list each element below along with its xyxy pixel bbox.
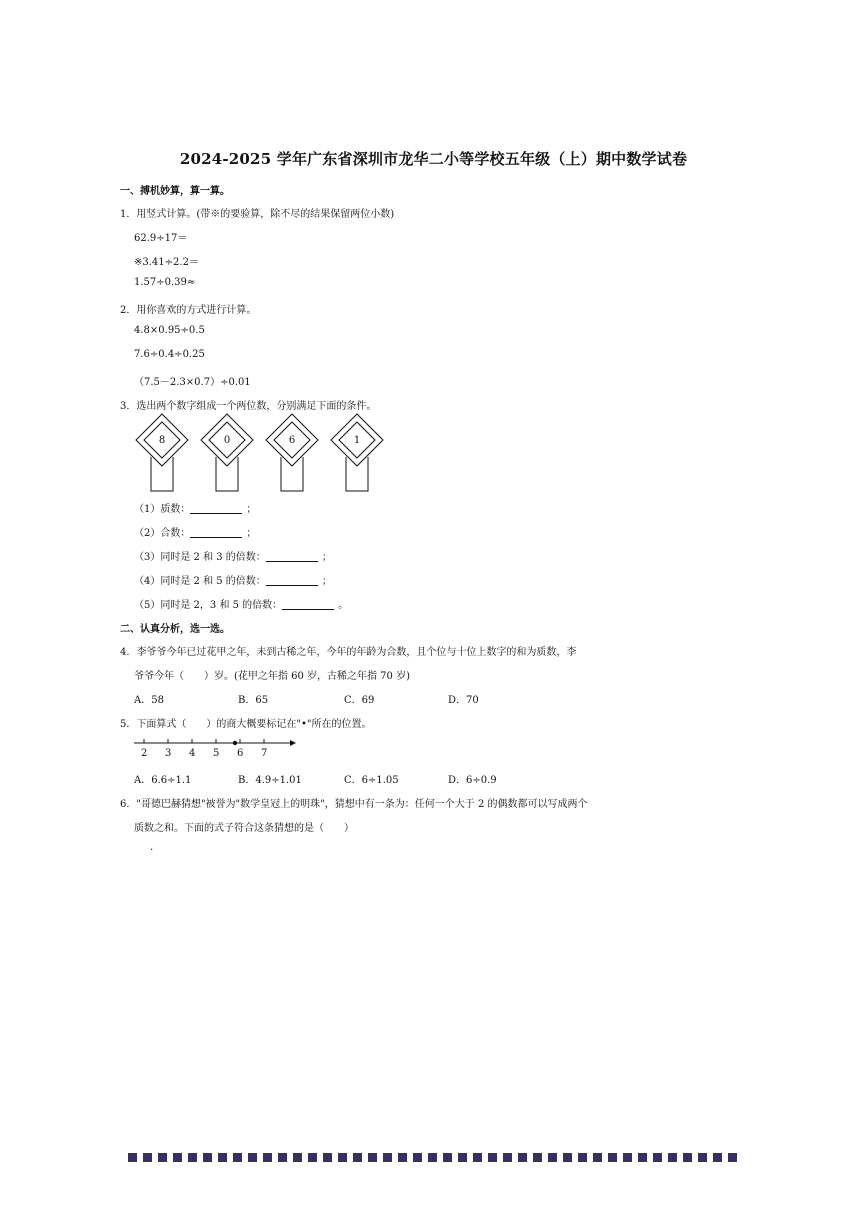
question-1-item: 1.57÷0.39≈ <box>134 277 196 288</box>
section-2-heading: 二、认真分析，选一选。 <box>120 624 230 635</box>
section-1-heading: 一、搏机妙算，算一算。 <box>120 186 230 197</box>
diamond-card-icon <box>329 412 385 492</box>
part-end: ； <box>321 576 332 587</box>
digit-card-number: 8 <box>158 435 166 446</box>
question-2-item: 4.8×0.95÷0.5 <box>134 325 205 336</box>
option-b[interactable]: B．4.9÷1.01 <box>238 775 302 786</box>
digit-card <box>264 412 320 492</box>
question-3-part <box>134 524 256 539</box>
part-label: （5）同时是 2，3 和 5 的倍数： <box>134 600 283 611</box>
option-c[interactable]: C．69 <box>344 695 375 706</box>
exam-title: 2024-2025 学年广东省深圳市龙华二小等学校五年级（上）期中数学试卷 <box>179 150 688 168</box>
question-4-line-1: 4．李爷爷今年已过花甲之年，未到古稀之年，今年的年龄为合数，且个位与十位上数字的和为质数，李 <box>120 647 577 658</box>
part-label: （2）合数： <box>134 528 191 539</box>
question-3-part <box>134 572 332 587</box>
option-c[interactable]: C．6÷1.05 <box>344 775 399 786</box>
part-label: （4）同时是 2 和 5 的倍数： <box>134 576 266 587</box>
number-line-label: 3 <box>165 748 172 759</box>
option-b[interactable]: B．65 <box>238 695 269 706</box>
part-end: ； <box>246 528 257 539</box>
question-1-item: 62.9÷17＝ <box>134 233 188 244</box>
footer-decoration <box>128 1153 748 1165</box>
digit-card-number: 6 <box>288 435 296 446</box>
part-end: ； <box>321 552 332 563</box>
question-4-line-2: 爷爷今年（ ）岁。(花甲之年指 60 岁，古稀之年指 70 岁) <box>134 671 410 682</box>
part-label: （1）质数： <box>134 504 191 515</box>
question-6-line-1: 6．"哥德巴赫猜想"被誉为"数学皇冠上的明珠"，猜想中有一条为：任何一个大于 2 的偶数都可以写成两个 <box>120 799 588 810</box>
question-2-stem: 2．用你喜欢的方式进行计算。 <box>120 305 257 316</box>
option-d[interactable]: D．70 <box>448 695 479 706</box>
number-line-label: 7 <box>261 748 268 759</box>
part-end: ； <box>246 504 257 515</box>
question-3-stem: 3．选出两个数字组成一个两位数，分别满足下面的条件。 <box>120 401 377 412</box>
question-3-part <box>134 548 332 563</box>
diamond-card-icon <box>264 412 320 492</box>
question-6-line-2: 质数之和。下面的式子符合这条猜想的是（ ） <box>134 823 354 834</box>
diamond-card-icon <box>134 412 190 492</box>
option-d[interactable]: D．6÷0.9 <box>448 775 497 786</box>
number-line-label: 6 <box>237 748 244 759</box>
question-2-item: 7.6÷0.4÷0.25 <box>134 349 205 360</box>
answer-blank[interactable] <box>190 527 242 538</box>
question-1-item: ※3.41÷2.2＝ <box>134 257 199 268</box>
answer-blank[interactable] <box>266 575 318 586</box>
question-3-part <box>134 500 256 515</box>
option-a[interactable]: A．58 <box>134 695 164 706</box>
stray-mark: . <box>150 842 154 853</box>
question-1-stem: 1．用竖式计算。(带※的要验算，除不尽的结果保留两位小数) <box>120 209 395 220</box>
digit-card-number: 1 <box>353 435 361 446</box>
question-2-item: （7.5－2.3×0.7）÷0.01 <box>134 377 251 388</box>
number-line-label: 4 <box>189 748 196 759</box>
answer-blank[interactable] <box>282 599 334 610</box>
option-a[interactable]: A．6.6÷1.1 <box>134 775 192 786</box>
question-5-stem: 5．下面算式（ ）的商大概要标记在"•"所在的位置。 <box>120 719 372 730</box>
digit-card <box>329 412 385 492</box>
digit-card <box>199 412 255 492</box>
answer-blank[interactable] <box>266 551 318 562</box>
part-label: （3）同时是 2 和 3 的倍数： <box>134 552 266 563</box>
digit-card <box>134 412 190 492</box>
number-line-label: 2 <box>141 748 148 759</box>
digit-card-number: 0 <box>223 435 231 446</box>
number-line-dot <box>233 741 237 745</box>
diamond-card-icon <box>199 412 255 492</box>
question-3-part <box>134 596 348 611</box>
answer-blank[interactable] <box>190 503 242 514</box>
number-line-label: 5 <box>213 748 220 759</box>
part-end: 。 <box>338 600 349 611</box>
